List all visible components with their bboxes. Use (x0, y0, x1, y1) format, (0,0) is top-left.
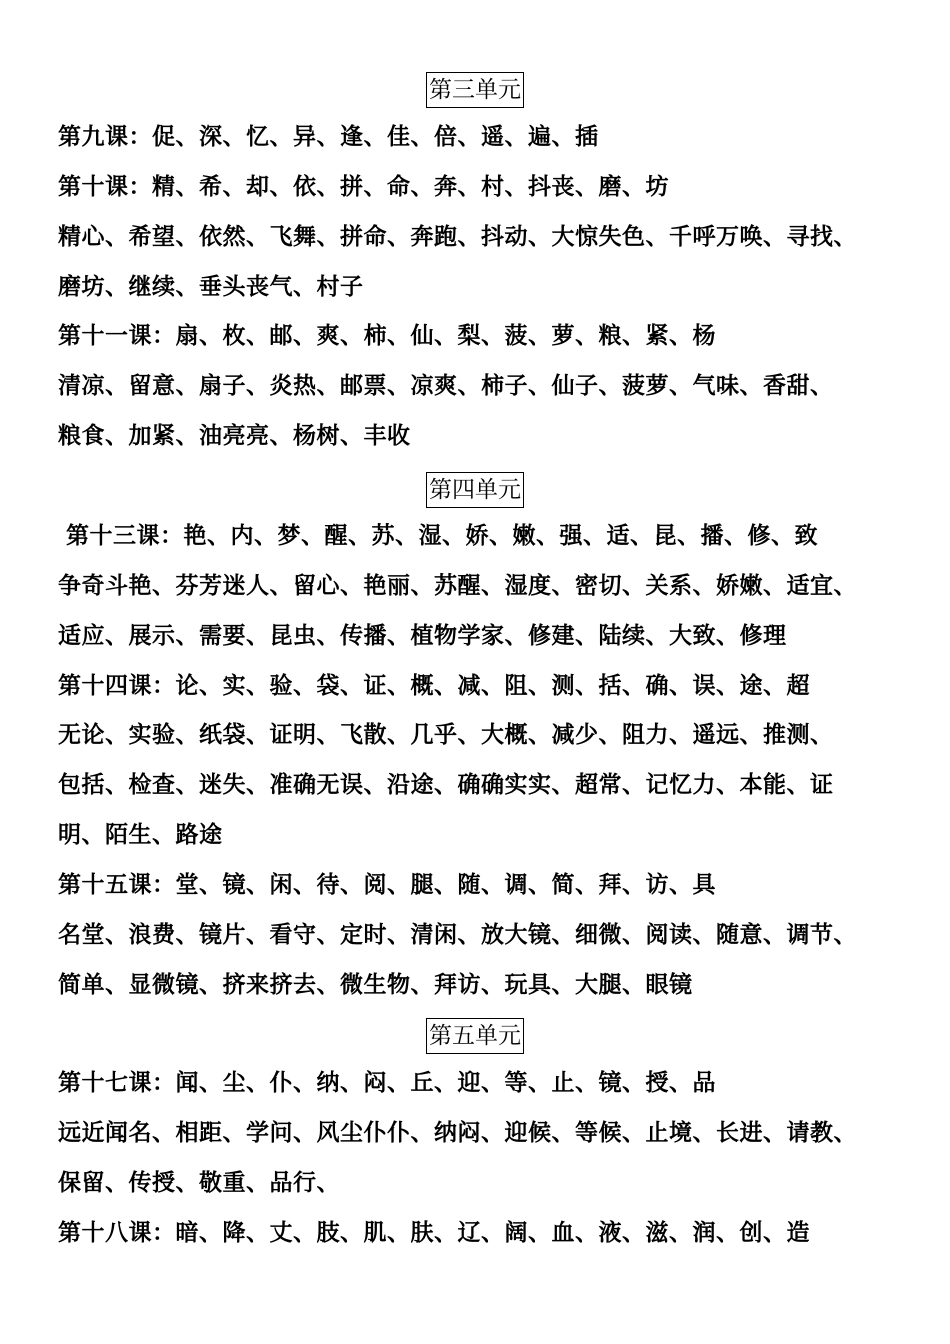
lesson-characters: 闻、尘、仆、纳、闷、丘、迎、等、止、镜、授、品 (175, 1069, 716, 1096)
lesson-label: 第十八课： (58, 1219, 176, 1246)
lesson-line (58, 122, 928, 152)
lesson-line (58, 671, 928, 701)
unit-title (0, 1018, 950, 1054)
lesson-words: 磨坊、继续、垂头丧气、村子 (58, 273, 364, 300)
unit-title (0, 472, 950, 508)
lesson-label: 第十三课： (66, 522, 184, 549)
lesson-characters: 精、希、却、依、拼、命、奔、村、抖丧、磨、坊 (152, 173, 669, 200)
unit-title-text: 第三单元 (426, 72, 524, 108)
lesson-characters: 论、实、验、袋、证、概、减、阻、测、括、确、误、途、超 (175, 672, 810, 699)
lesson-words: 包括、检查、迷失、准确无误、沿途、确确实实、超常、记忆力、本能、证 (58, 771, 834, 798)
unit-title-text: 第五单元 (426, 1018, 524, 1054)
lesson-characters: 扇、枚、邮、爽、柿、仙、梨、菠、萝、粮、紧、杨 (175, 322, 716, 349)
lesson-words: 争奇斗艳、芬芳迷人、留心、艳丽、苏醒、湿度、密切、关系、娇嫩、适宜、 (58, 572, 857, 599)
lesson-words: 简单、显微镜、挤来挤去、微生物、拜访、玩具、大腿、眼镜 (58, 971, 693, 998)
lesson-words: 精心、希望、依然、飞舞、拼命、奔跑、抖动、大惊失色、千呼万唤、寻找、 (58, 223, 857, 250)
lesson-line (66, 521, 936, 551)
lesson-words: 适应、展示、需要、昆虫、传播、植物学家、修建、陆续、大致、修理 (58, 622, 787, 649)
lesson-words: 明、陌生、路途 (58, 821, 223, 848)
lesson-characters: 暗、降、丈、肢、肌、肤、辽、阔、血、液、滋、润、创、造 (175, 1219, 810, 1246)
lesson-label: 第十课： (58, 173, 152, 200)
lesson-line (58, 172, 928, 202)
lesson-line (58, 870, 928, 900)
lesson-words: 粮食、加紧、油亮亮、杨树、丰收 (58, 422, 411, 449)
lesson-words: 远近闻名、相距、学问、风尘仆仆、纳闷、迎候、等候、止境、长进、请教、 (58, 1119, 857, 1146)
lesson-words: 无论、实验、纸袋、证明、飞散、几乎、大概、减少、阻力、遥远、推测、 (58, 721, 834, 748)
lesson-characters: 促、深、忆、异、逢、佳、倍、遥、遍、插 (152, 123, 599, 150)
lesson-label: 第十四课： (58, 672, 176, 699)
lesson-characters: 堂、镜、闲、待、阅、腿、随、调、简、拜、访、具 (175, 871, 716, 898)
lesson-label: 第十七课： (58, 1069, 176, 1096)
lesson-label: 第九课： (58, 123, 152, 150)
lesson-words: 名堂、浪费、镜片、看守、定时、清闲、放大镜、细微、阅读、随意、调节、 (58, 921, 857, 948)
lesson-line (58, 1218, 928, 1248)
lesson-label: 第十五课： (58, 871, 176, 898)
lesson-words: 清凉、留意、扇子、炎热、邮票、凉爽、柿子、仙子、菠萝、气味、香甜、 (58, 372, 834, 399)
lesson-line (58, 1068, 928, 1098)
lesson-characters: 艳、内、梦、醒、苏、湿、娇、嫩、强、适、昆、播、修、致 (183, 522, 818, 549)
lesson-words: 保留、传授、敬重、品行、 (58, 1169, 340, 1196)
unit-title-text: 第四单元 (426, 472, 524, 508)
lesson-label: 第十一课： (58, 322, 176, 349)
lesson-line (58, 321, 928, 351)
unit-title (0, 72, 950, 108)
